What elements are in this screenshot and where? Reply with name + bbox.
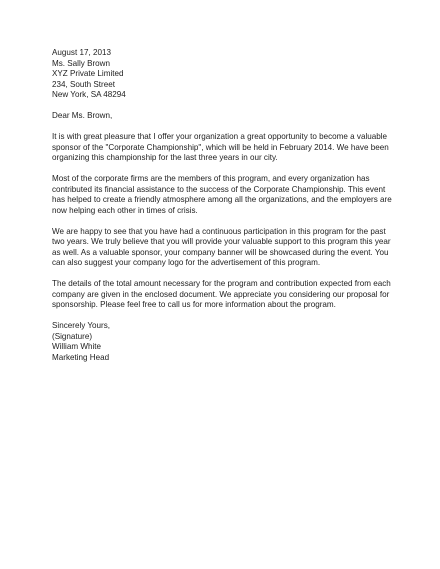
paragraph-line: now helping each other in times of crisis. — [52, 205, 198, 215]
paragraph-4 — [52, 279, 392, 311]
paragraph-2 — [52, 174, 392, 216]
paragraph-line: sponsorship. Please feel free to call us for more information about the program. — [52, 300, 336, 309]
paragraph-3 — [52, 227, 392, 269]
recipient-address-block — [52, 48, 392, 101]
closing-phrase: Sincerely Yours, — [52, 321, 111, 330]
paragraph-line: has helped to create a friendly atmosphere among all the organizations, and the employers are — [52, 195, 392, 204]
paragraph-line: company are given in the enclosed document. We appreciate you considering our proposal for — [52, 289, 390, 299]
recipient-company: XYZ Private Limited — [52, 69, 124, 78]
paragraph-line: as well. As a valuable sponsor, your company banner will be showcased during the event. You — [52, 247, 389, 257]
paragraph-line: It is with great pleasure that I offer your organization a great opportunity to become a valuable — [52, 132, 388, 141]
paragraph-line: contributed its financial assistance to the success of the Corporate Championship. This event — [52, 184, 386, 194]
paragraph-1 — [52, 132, 392, 164]
sender-title: Marketing Head — [52, 352, 110, 362]
paragraph-line: sponsor of the "Corporate Championship", which will be held in February 2014. We have been — [52, 142, 389, 152]
paragraph-line: two years. We truly believe that you will provide your valuable support to this program this year — [52, 237, 391, 246]
recipient-city: New York, SA 48294 — [52, 90, 126, 99]
recipient-name: Ms. Sally Brown — [52, 58, 111, 68]
salutation — [52, 111, 392, 122]
paragraph-line: The details of the total amount necessary for the program and contribution expected from each — [52, 279, 391, 288]
sender-name: William White — [52, 342, 102, 351]
recipient-street: 234, South Street — [52, 79, 115, 89]
signature-placeholder: (Signature) — [52, 331, 93, 341]
paragraph-line: Most of the corporate firms are the members of this program, and every organization has — [52, 174, 370, 183]
paragraph-line: can also suggest your company logo for the advertisement of this program. — [52, 258, 321, 267]
letter-body — [52, 48, 392, 374]
letter-date: August 17, 2013 — [52, 48, 111, 57]
paragraph-line: organizing this championship for the last three years in our city. — [52, 153, 278, 162]
paragraph-line: We are happy to see that you have had a continuous participation in this program for the past — [52, 226, 386, 236]
salutation-text: Dear Ms. Brown, — [52, 111, 113, 120]
closing-block — [52, 321, 392, 363]
